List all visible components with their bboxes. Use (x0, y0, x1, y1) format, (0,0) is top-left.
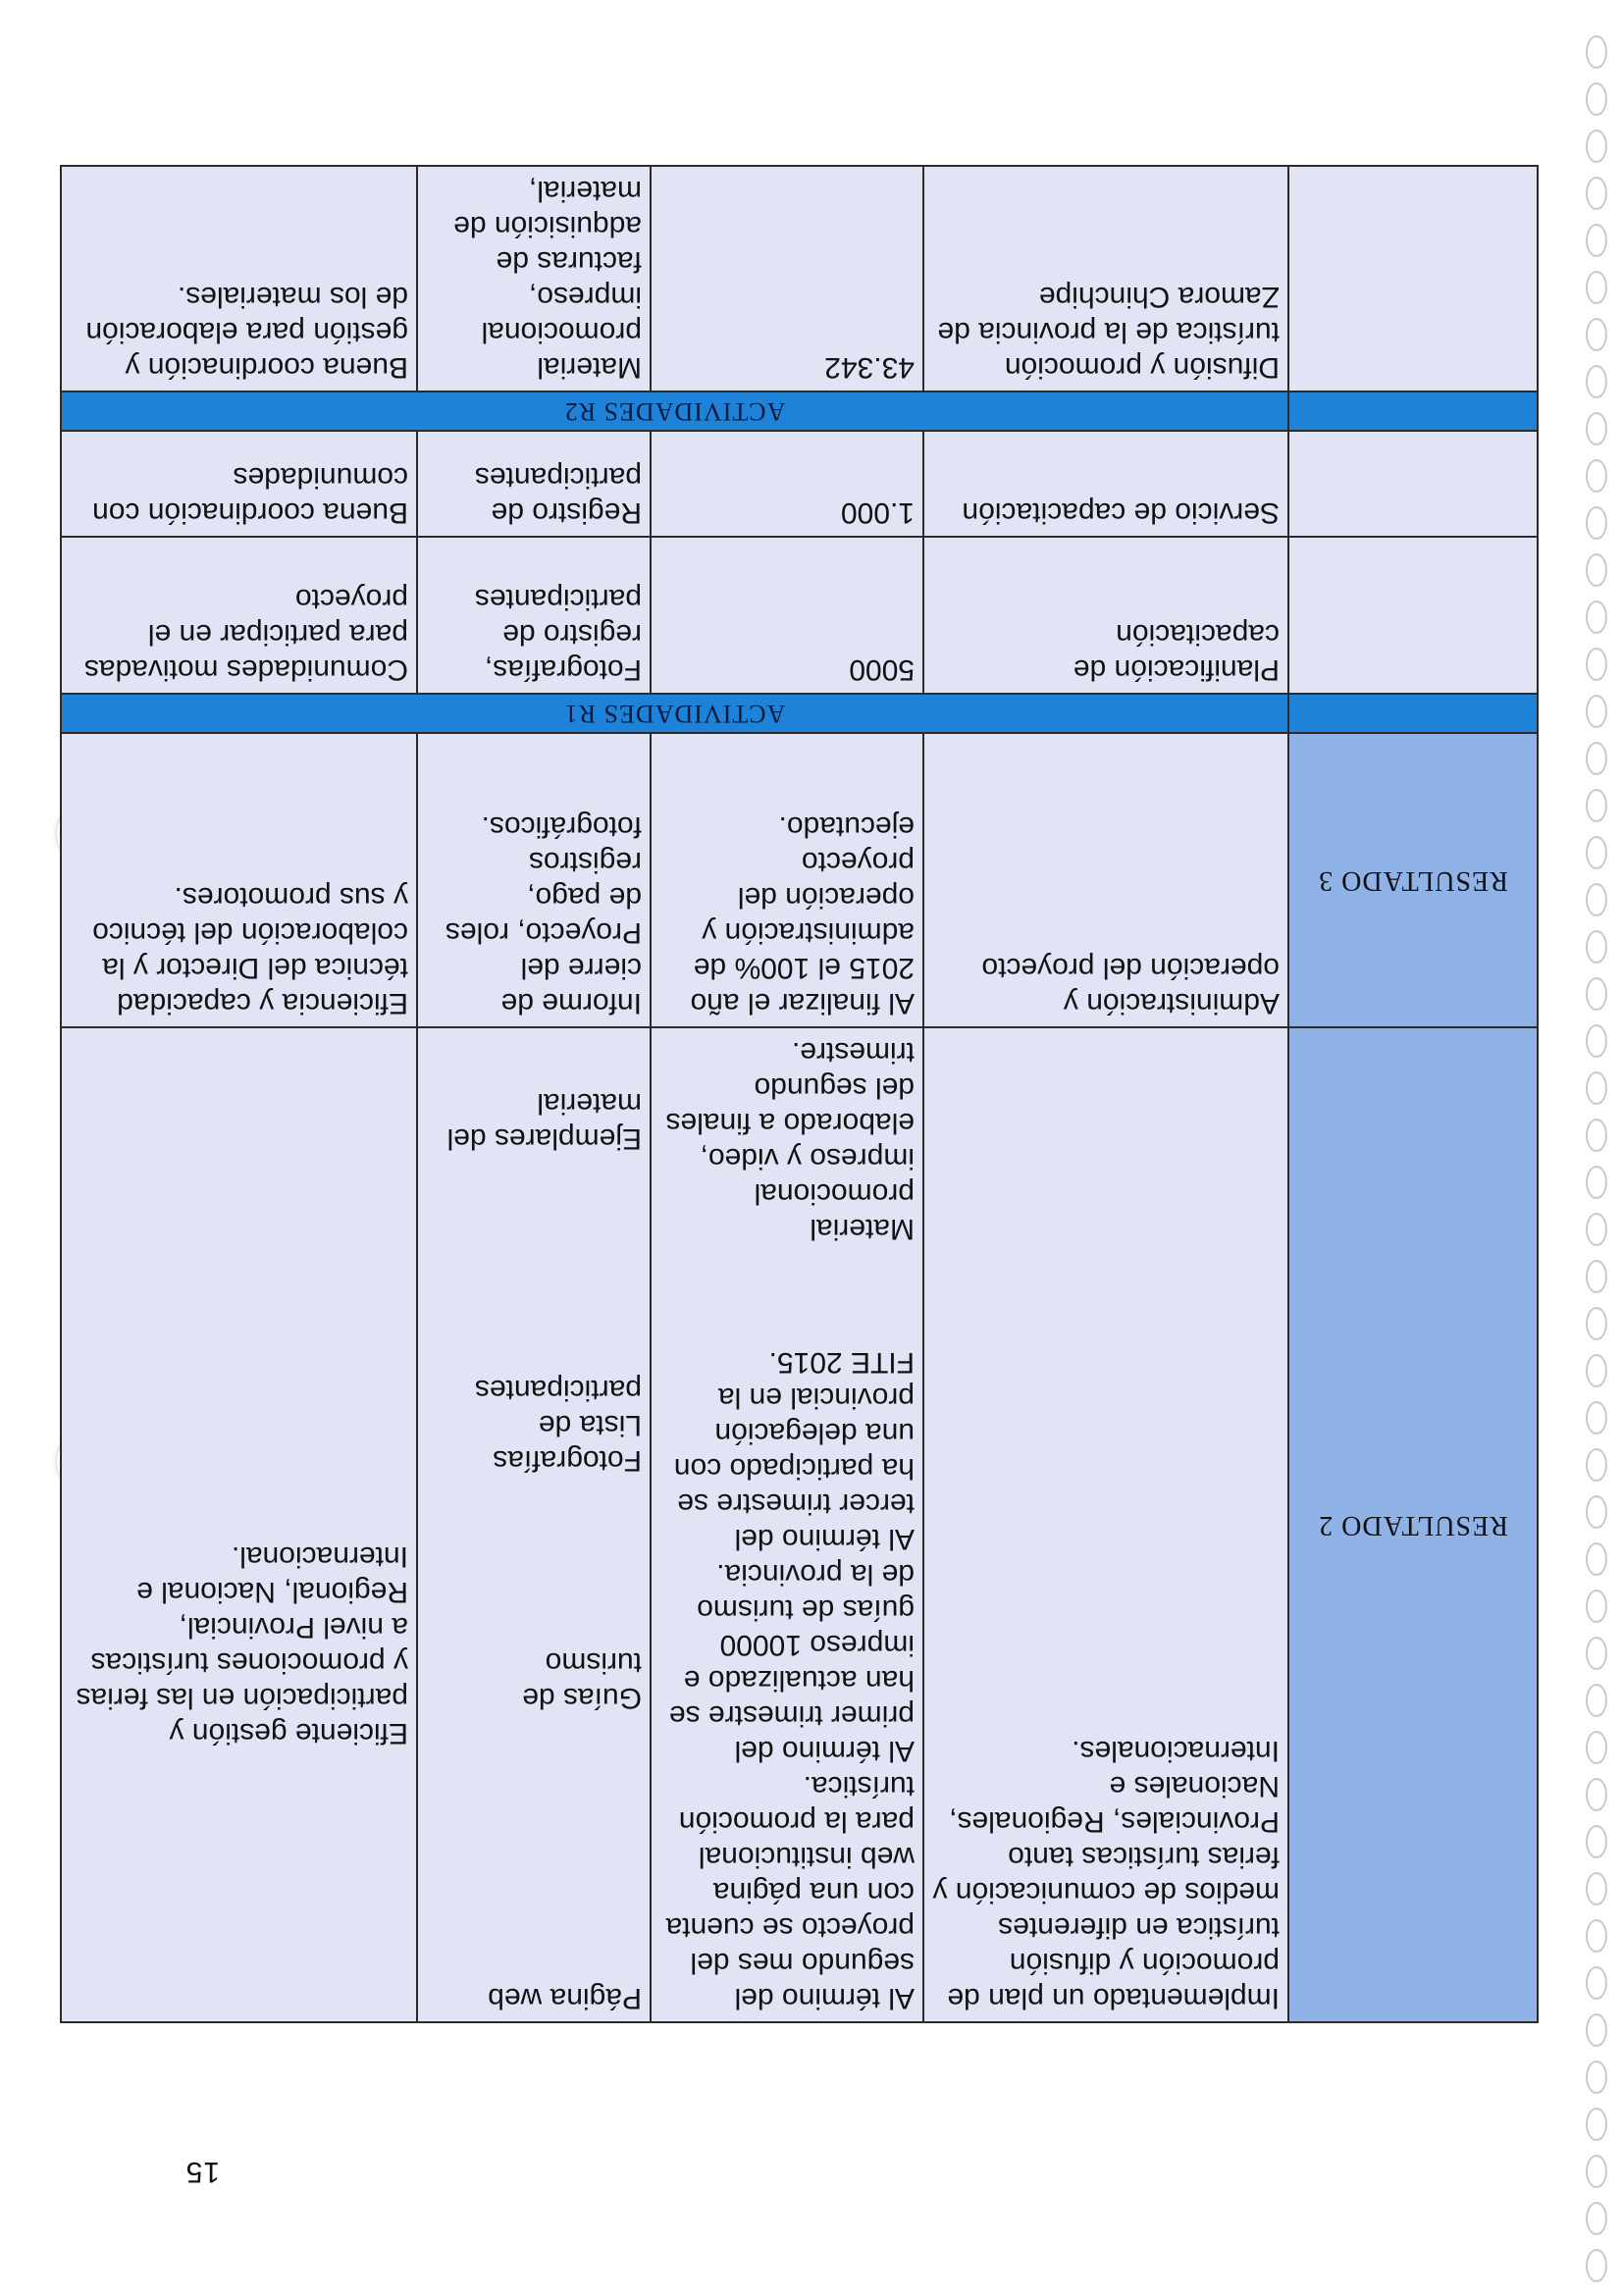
source-text-4: Ejemplares del material (446, 1087, 642, 1155)
indicator-text: Al finalizar el año 2015 el 100% de administración y operación del proyecto ejecutado. (690, 810, 915, 1019)
assumption-text: Eficiente gestión y participación en las ferias y promociones turísticas a nivel Provincial, Regional, Nacional e Internacional. (76, 1540, 408, 1749)
binder-hole (1586, 1166, 1607, 1199)
binder-hole (1586, 459, 1607, 493)
source-cell (417, 537, 651, 694)
label-cell (1288, 166, 1538, 391)
binder-hole (1586, 600, 1607, 634)
assumption-cell (61, 1027, 417, 2022)
logframe-table (60, 165, 1539, 2023)
indicator-text: 1.000 (840, 496, 915, 529)
band-label-r1: ACTIVIDADES R1 (61, 694, 1288, 733)
binder-hole (1586, 35, 1607, 69)
binder-hole (1586, 1966, 1607, 2000)
indicator-cell (651, 431, 923, 537)
table-row-capacitacion (61, 431, 1538, 537)
assumption-text: Buena coordinación y gestión para elaboración de los materiales. (85, 281, 408, 384)
assumption-cell (61, 431, 417, 537)
binder-hole (1586, 883, 1607, 916)
binder-hole (1586, 82, 1607, 116)
binder-hole (1586, 553, 1607, 587)
source-text: Fotografías, registro de participantes (474, 583, 642, 686)
binder-hole (1586, 2202, 1607, 2235)
source-text: Informe de cierre del Proyecto, roles de pago, registros fotográficos. (445, 810, 642, 1019)
binder-hole (1586, 412, 1607, 445)
source-text-1: Página web (488, 1982, 642, 2014)
binder-hole (1586, 271, 1607, 304)
binder-hole (1586, 1401, 1607, 1435)
band-actividades-r1 (61, 694, 1538, 733)
binder-hole (1586, 695, 1607, 728)
activity-text: Implementado un plan de promoción y difusión turística en diferentes medios de comunicación y ferias turísticas tanto Provinciales, Regionales, Nacionales e Internacionales. (932, 1735, 1280, 2014)
source-text: Material promocional impreso, facturas de adquisición de material, (453, 175, 642, 384)
label-cell (1288, 537, 1538, 694)
binder-hole (1586, 1071, 1607, 1105)
binder-hole (1586, 2013, 1607, 2047)
indicator-cell (651, 1027, 923, 2022)
logframe-table-wrap (62, 175, 1539, 2023)
assumption-cell (61, 166, 417, 391)
source-cell (417, 431, 651, 537)
indicator-text-3: Al término del tercer trimestre se ha participado con una delegación provincial en la FITE 2015. (673, 1346, 915, 1555)
binder-hole (1586, 1213, 1607, 1246)
source-text-2: Guías de turismo (522, 1646, 642, 1714)
binder-hole (1586, 1495, 1607, 1529)
table-row-resultado3 (61, 733, 1538, 1027)
binder-hole (1586, 2155, 1607, 2188)
table-row-difusion (61, 166, 1538, 391)
band-actividades-r2 (61, 391, 1538, 431)
indicator-cell (651, 537, 923, 694)
binder-hole (1586, 2061, 1607, 2094)
binder-hole (1586, 1542, 1607, 1576)
indicator-text: 43.342 (824, 351, 915, 384)
source-cell (417, 166, 651, 391)
activity-cell (923, 537, 1288, 694)
indicator-text-4: Material promocional impreso y video, elaborado a finales del segundo trimestre. (665, 1036, 915, 1245)
binder-hole (1586, 1778, 1607, 1811)
indicator-cell (651, 733, 923, 1027)
indicator-text: 5000 (849, 653, 915, 686)
binder-hole (1586, 930, 1607, 964)
table-row-resultado2 (61, 1027, 1538, 2022)
source-cell (417, 733, 651, 1027)
binder-hole (1586, 1448, 1607, 1482)
binder-hole (1586, 1590, 1607, 1623)
activity-text: Administración y operación del proyecto (981, 952, 1280, 1019)
binder-hole (1586, 1119, 1607, 1152)
binder-hole (1586, 1354, 1607, 1387)
binder-hole (1586, 1024, 1607, 1058)
activity-text: Difusión y promoción turística de la provincia de Zamora Chinchipe (937, 281, 1280, 384)
band-label-r2: ACTIVIDADES R2 (61, 391, 1288, 431)
binder-hole (1586, 1731, 1607, 1764)
binder-hole (1586, 742, 1607, 775)
binder-hole (1586, 1637, 1607, 1670)
assumption-cell (61, 537, 417, 694)
page-number: 15 (184, 2156, 220, 2188)
binder-hole (1586, 506, 1607, 540)
indicator-cell (651, 166, 923, 391)
assumption-text: Comunidades motivadas para participar en el proyecto (83, 583, 408, 686)
result-label: RESULTADO 2 (1288, 1027, 1538, 2022)
binder-hole (1586, 789, 1607, 822)
activity-cell (923, 733, 1288, 1027)
binder-hole (1586, 2249, 1607, 2282)
binder-hole (1586, 1872, 1607, 1905)
binder-hole (1586, 1825, 1607, 1858)
indicator-text-1: Al término del segundo mes del proyecto se cuenta con una página web institucional para la promoción turística. (665, 1770, 915, 2014)
binder-hole (1586, 1260, 1607, 1293)
band-cell (1288, 694, 1538, 733)
binder-hole (1586, 177, 1607, 210)
binder-hole (1586, 1307, 1607, 1340)
binder-hole (1586, 836, 1607, 869)
source-text-3: Fotografías Lista de participantes (474, 1374, 642, 1477)
label-cell (1288, 431, 1538, 537)
assumption-cell (61, 733, 417, 1027)
binder-hole (1586, 2108, 1607, 2141)
binder-hole (1586, 318, 1607, 351)
result-label: RESULTADO 3 (1288, 733, 1538, 1027)
binder-hole (1586, 977, 1607, 1011)
activity-cell (923, 1027, 1288, 2022)
binder-hole (1586, 1919, 1607, 1953)
source-text: Registro de participantes (474, 461, 642, 529)
indicator-text-2: Al término del primer trimestre se han actualizado e impreso 10000 guías de turismo de la provincia. (668, 1558, 915, 1767)
activity-text: Servicio de capacitación (962, 496, 1280, 529)
binder-hole (1586, 365, 1607, 398)
binder-hole (1586, 1684, 1607, 1717)
binder-hole (1586, 224, 1607, 257)
activity-text: Planificación de capacitación (1073, 618, 1280, 686)
source-cell (417, 1027, 651, 2022)
table-row-planificacion (61, 537, 1538, 694)
binder-holes (1576, 0, 1615, 2296)
assumption-text: Buena coordinación con comunidades (92, 461, 408, 529)
activity-cell (923, 166, 1288, 391)
band-cell (1288, 391, 1538, 431)
binder-hole (1586, 648, 1607, 681)
assumption-text: Eficiencia y capacidad técnica del Director y la colaboración del técnico y sus promotores. (92, 881, 408, 1019)
activity-cell (923, 431, 1288, 537)
binder-hole (1586, 130, 1607, 163)
